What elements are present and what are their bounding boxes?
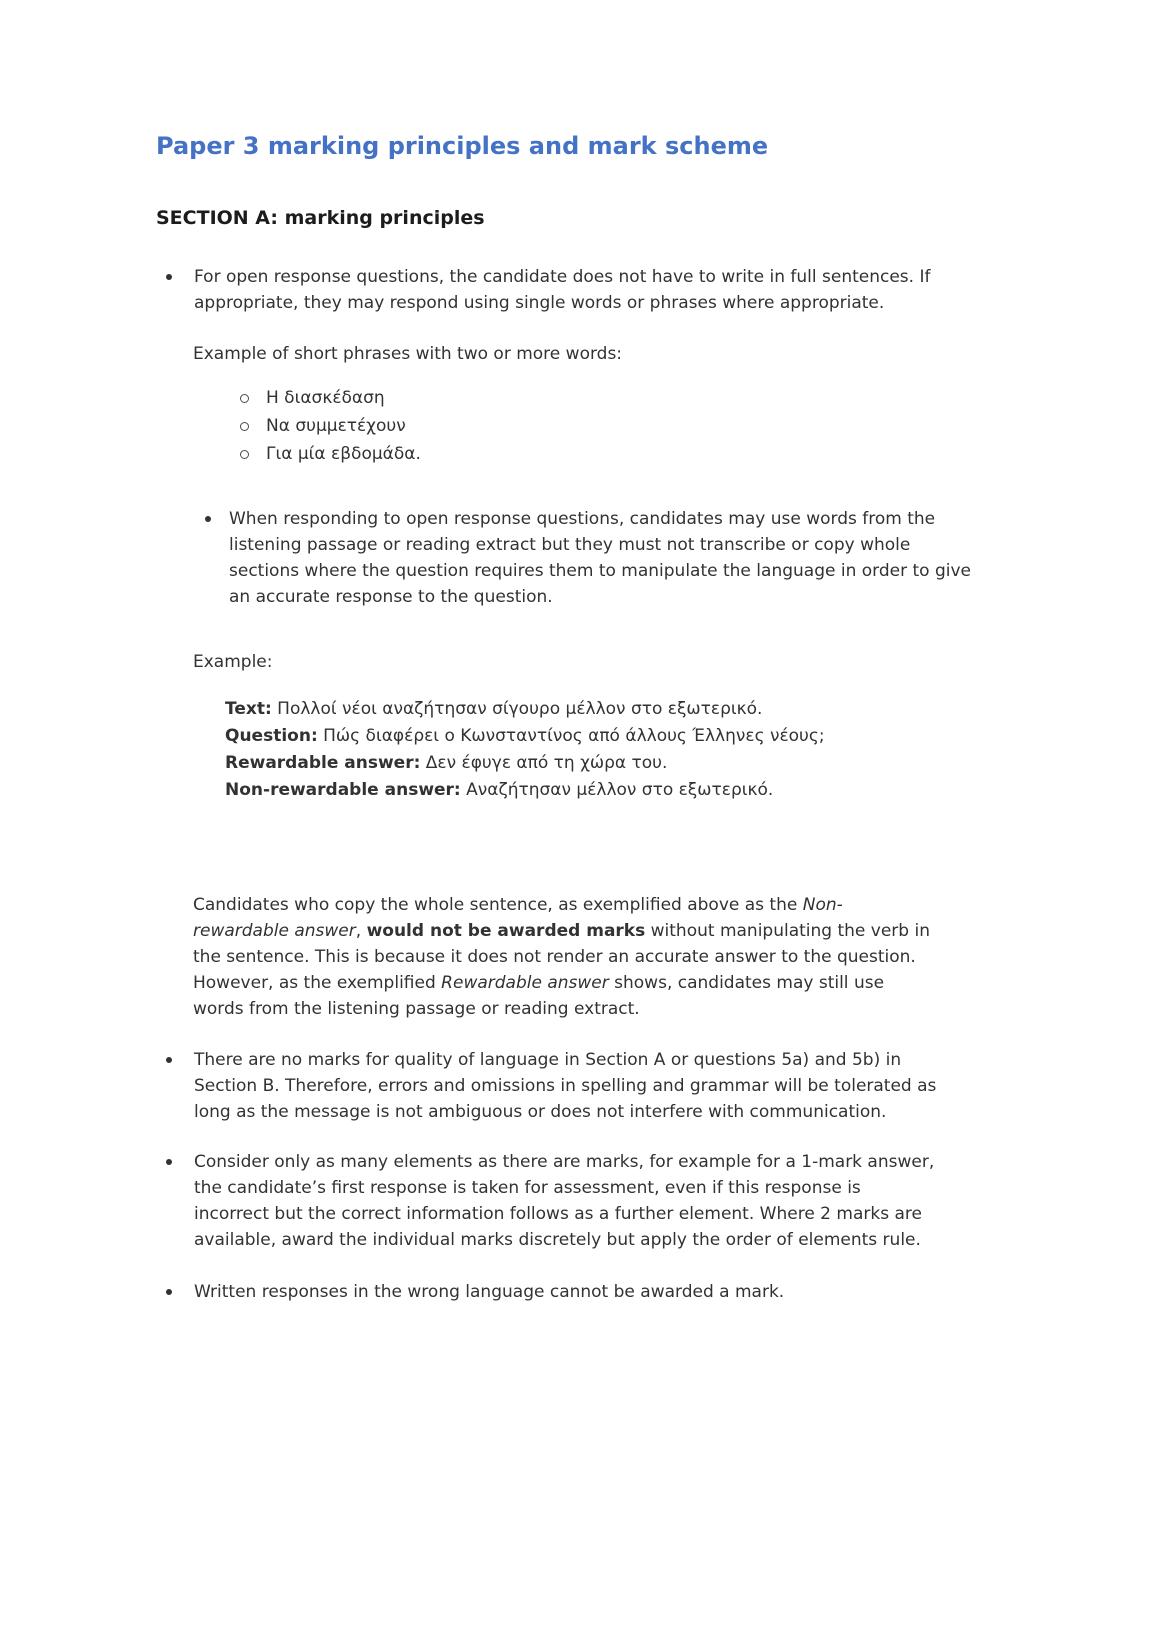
circle-bullet-icon [240, 384, 266, 412]
list-item [240, 412, 1008, 440]
short-phrases-intro: Example of short phrases with two or more words: [193, 343, 623, 364]
list-item [240, 440, 1008, 468]
example-line-question [225, 723, 970, 750]
short-phrases-list [240, 384, 1008, 468]
example-line-value: Δεν έφυγε από τη χώρα του. [420, 752, 668, 773]
circle-bullet-icon [240, 440, 266, 468]
bullet-use-words-text: When responding to open response questions, candidates may use words from the listening passage or reading extract but they must not transcribe or copy whole sections where the question requires them to manipulate the language in order to give an accurate response to the question. [229, 508, 971, 607]
copy-rule-paragraph: Candidates who copy the whole sentence, as exemplified above as the Non-rewardable answer, would not be awarded marks without manipulating the verb in the sentence. This is because it does not render an accurate answer to the question. However, as the exemplified Rewardable answer shows, candidates may still use words from the listening passage or reading extract. [193, 894, 930, 1019]
bullet-dot-icon [166, 264, 194, 316]
example-line-label: Question: [225, 725, 318, 746]
bullet-consider-elements-text: Consider only as many elements as there are marks, for example for a 1-mark answer, the candidate’s first response is taken for assessment, even if this response is incorrect but the correct information follows as a further element. Where 2 marks are available, award the individual marks discretely but apply the order of elements rule. [194, 1151, 935, 1250]
example-line-value: Πώς διαφέρει ο Κωνσταντίνος από άλλους Έλληνες νέους; [317, 725, 825, 746]
list-item [240, 384, 1008, 412]
bullet-dot-icon [166, 1047, 194, 1125]
short-phrase-text: Για μία εβδομάδα. [266, 443, 421, 464]
bullet-no-quality-marks [156, 1047, 1008, 1125]
page-title: Paper 3 marking principles and mark scheme [156, 132, 769, 160]
short-phrase-text: Να συμμετέχουν [266, 415, 406, 436]
example-line-label: Non-rewardable answer: [225, 779, 461, 800]
example-line-value: Αναζήτησαν μέλλον στο εξωτερικό. [460, 779, 774, 800]
example-line-non-rewardable [225, 777, 970, 804]
bullet-no-quality-marks-text: There are no marks for quality of language in Section A or questions 5a) and 5b) in Section B. Therefore, errors and omissions in spelling and grammar will be tolerated as long as the message is not ambiguous or does not interfere with communication. [194, 1049, 937, 1122]
bullet-dot-icon [166, 1279, 194, 1305]
example-line-label: Text: [225, 698, 272, 719]
bullet-dot-icon [205, 506, 229, 610]
example-line-rewardable [225, 750, 970, 777]
bullet-consider-elements [156, 1149, 1008, 1253]
example-label: Example: [193, 651, 273, 672]
section-a-heading: SECTION A: marking principles [156, 207, 485, 229]
bullet-open-response-text: For open response questions, the candidate does not have to write in full sentences. If appropriate, they may respond using single words or phrases where appropriate. [194, 266, 931, 313]
bullet-use-words [156, 506, 1008, 610]
example-line-text [225, 696, 970, 723]
bullet-dot-icon [166, 1149, 194, 1253]
circle-bullet-icon [240, 412, 266, 440]
example-block [225, 696, 970, 804]
bullet-wrong-language [156, 1279, 1008, 1305]
example-line-label: Rewardable answer: [225, 752, 421, 773]
short-phrase-text: Η διασκέδαση [266, 387, 385, 408]
example-line-value: Πολλοί νέοι αναζήτησαν σίγουρο μέλλον στο εξωτερικό. [271, 698, 763, 719]
bullet-wrong-language-text: Written responses in the wrong language cannot be awarded a mark. [194, 1281, 785, 1302]
bullet-open-response [156, 264, 1008, 316]
